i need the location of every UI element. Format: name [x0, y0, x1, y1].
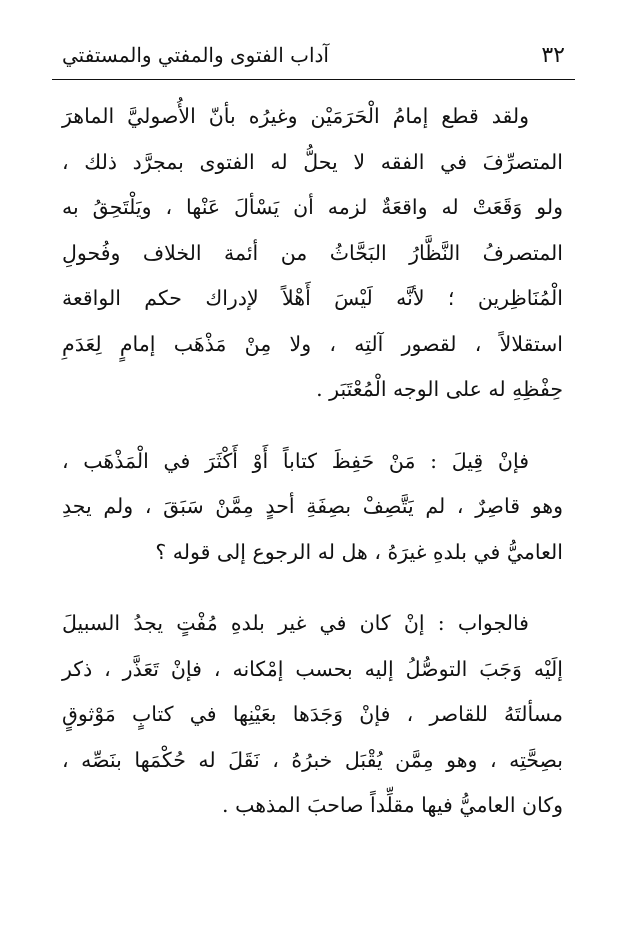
text-line: فالجواب : إنْ كان في غير بلدهِ مُفْتٍ يجدُ السبيلَ [62, 611, 529, 635]
text-line: بصِحَّتِه ، وهو مِمَّن يُقْبَل خبرُهُ ، نَقَلَ له حُكْمَها بنَصِّه ، [62, 747, 563, 772]
paragraph-spacer [62, 413, 563, 439]
text-line: فإنْ قِيلَ : مَنْ حَفِظَ كتاباً أَوْ أَكْثَرَ في الْمَذْهَب ، [62, 448, 529, 473]
text-line: مسألتَهُ للقاصر ، فإنْ وَجَدَها بعَيْنِها في كتابٍ مَوْثوقٍ [62, 702, 563, 726]
text-line: الْمُنَاظِرين ؛ لأنَّه لَيْسَ أَهْلاً لإدراك حكم الواقعة [62, 286, 563, 310]
text-line: ولقد قطع إمامُ الْحَرَمَيْن وغيرُه بأنّ الأُصوليَّ الماهرَ [62, 104, 529, 128]
text-line: ولو وَقَعَتْ له واقعَةٌ لزمه أن يَسْألَ عَنْها ، ويَلْتَحِقُ به [62, 195, 563, 219]
body-text [62, 94, 563, 829]
text-line: المتصرفُ النَّظَّارُ البَحَّاثُ من أئمة الخلاف وفُحولِ [62, 240, 563, 265]
text-line: العاميُّ في بلدهِ غيرَهُ ، هل له الرجوع إلى قوله ؟ [155, 539, 563, 564]
text-line: حِفْظِهِ له على الوجه الْمُعْتَبَر . [316, 377, 563, 401]
text-line: وكان العاميُّ فيها مقلِّداً صاحبَ المذهب . [222, 793, 563, 817]
paragraph-3 [62, 601, 563, 829]
running-header [52, 40, 575, 80]
text-line: استقلالاً ، لقصور آلتِه ، ولا مِنْ مَذْهَب إمامٍ لِعَدَمِ [62, 331, 563, 356]
text-line: المتصرِّفَ في الفقه لا يحلُّ له الفتوى بمجرَّد ذلك ، [62, 149, 563, 174]
paragraph-1 [62, 94, 563, 413]
text-line: وهو قاصِرٌ ، لم يَتَّصِفْ بصِفَةِ أحدٍ مِمَّنْ سَبَقَ ، ولم يجدِ [62, 494, 563, 518]
page-number: ٣٢ [541, 43, 565, 68]
paragraph-spacer [62, 575, 563, 601]
paragraph-2 [62, 439, 563, 576]
book-title: آداب الفتوى والمفتي والمستفتي [62, 43, 329, 67]
text-line: إلَيْه وَجَبَ التوصُّلُ إليه بحسب إمْكانه ، فإنْ تَعَذَّر ، ذكر [62, 656, 563, 681]
